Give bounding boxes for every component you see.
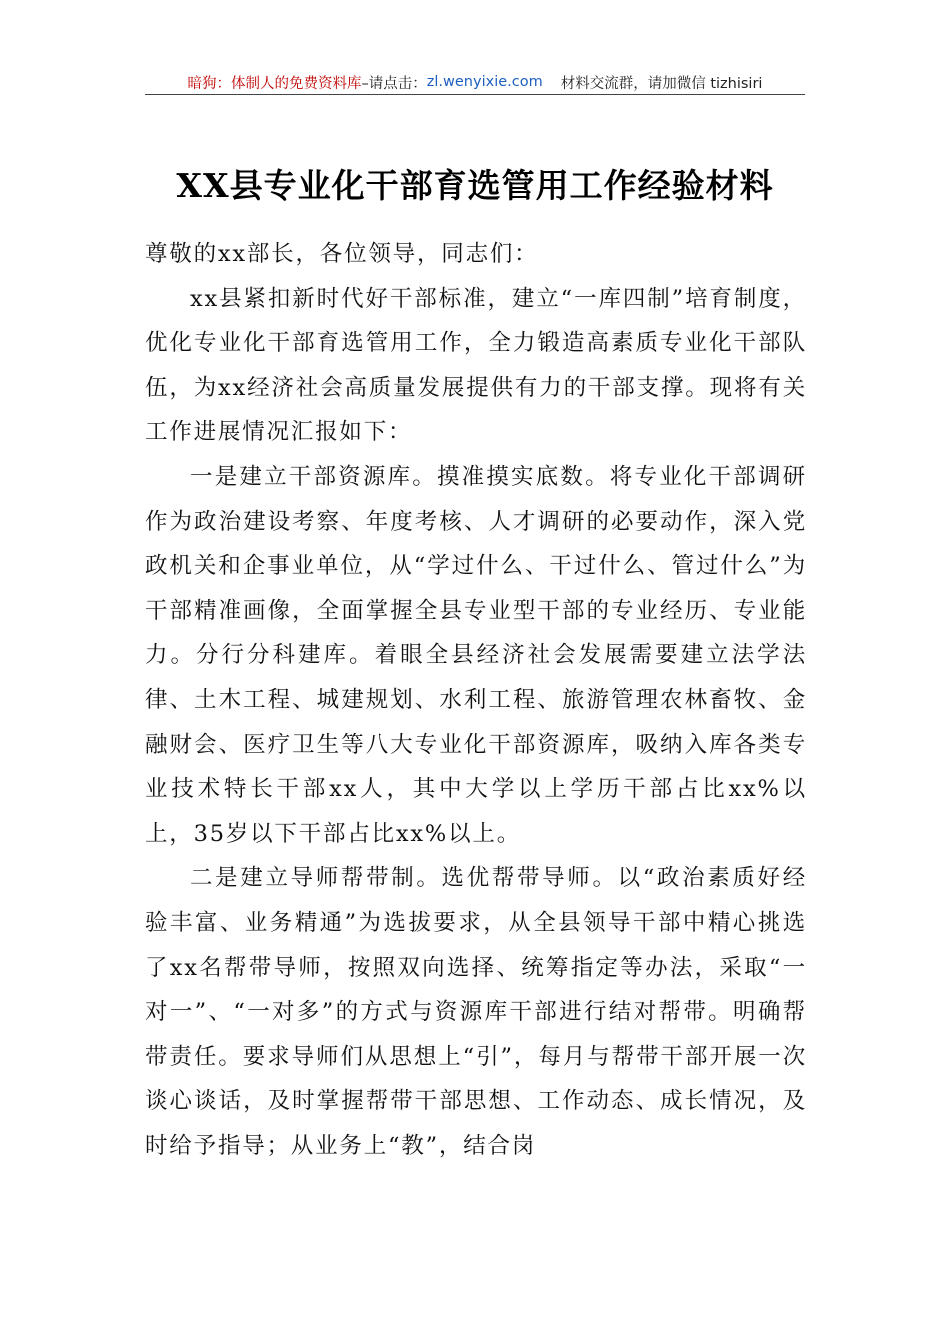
paragraph-resource-pool: 一是建立干部资源库。摸准摸实底数。将专业化干部调研作为政治建设考察、年度考核、人才调研的必要动作，深入党政机关和企事业单位，从“学过什么、干过什么、管过什么”为干部精准画像，全面掌握全县专业型干部的专业经历、专业能力。分行分科建库。着眼全县经济社会发展需要建立法学法律、土木工程、城建规划、水利工程、旅游管理农林畜牧、金融财会、医疗卫生等八大专业化干部资源库，吸纳入库各类专业技术特长干部xx人，其中大学以上学历干部占比xx%以上，35岁以下干部占比xx%以上。 [145, 463, 807, 847]
header-click-prompt: –请点击： [361, 75, 427, 92]
header-url-link[interactable]: zl.wenyixie.com [426, 74, 543, 90]
paragraph-mentor-system: 二是建立导师帮带制。选优帮带导师。以“政治素质好经验丰富、业务精通”为选拔要求，从全县领导干部中精心挑选了xx名帮带导师，按照双向选择、统筹指定等办法，采取“一对一”、“一对多”的方式与资源库干部进行结对帮带。明确帮带责任。要求导师们从思想上“引”，每月与帮带干部开展一次谈心谈话，及时掌握帮带干部思想、工作动态、成长情况，及时给予指导；从业务上“教”，结合岗 [145, 865, 807, 1159]
header-contact: 材料交流群，请加微信 tizhisiri [560, 75, 763, 92]
paragraph-intro: xx县紧扣新时代好干部标准，建立“一库四制”培育制度，优化专业化干部育选管用工作，全力锻造高素质专业化干部队伍，为xx经济社会高质量发展提供有力的干部支撑。现将有关工作进展情况汇报如下： [145, 285, 807, 446]
header-divider [145, 94, 805, 95]
header-brand: 暗狗：体制人的免费资料库 [187, 75, 362, 92]
page-header [145, 70, 805, 94]
salutation: 尊敬的xx部长，各位领导，同志们： [145, 241, 539, 267]
document-title: XX县专业化干部育选管用工作经验材料 [176, 166, 774, 205]
document-body [145, 232, 807, 1168]
